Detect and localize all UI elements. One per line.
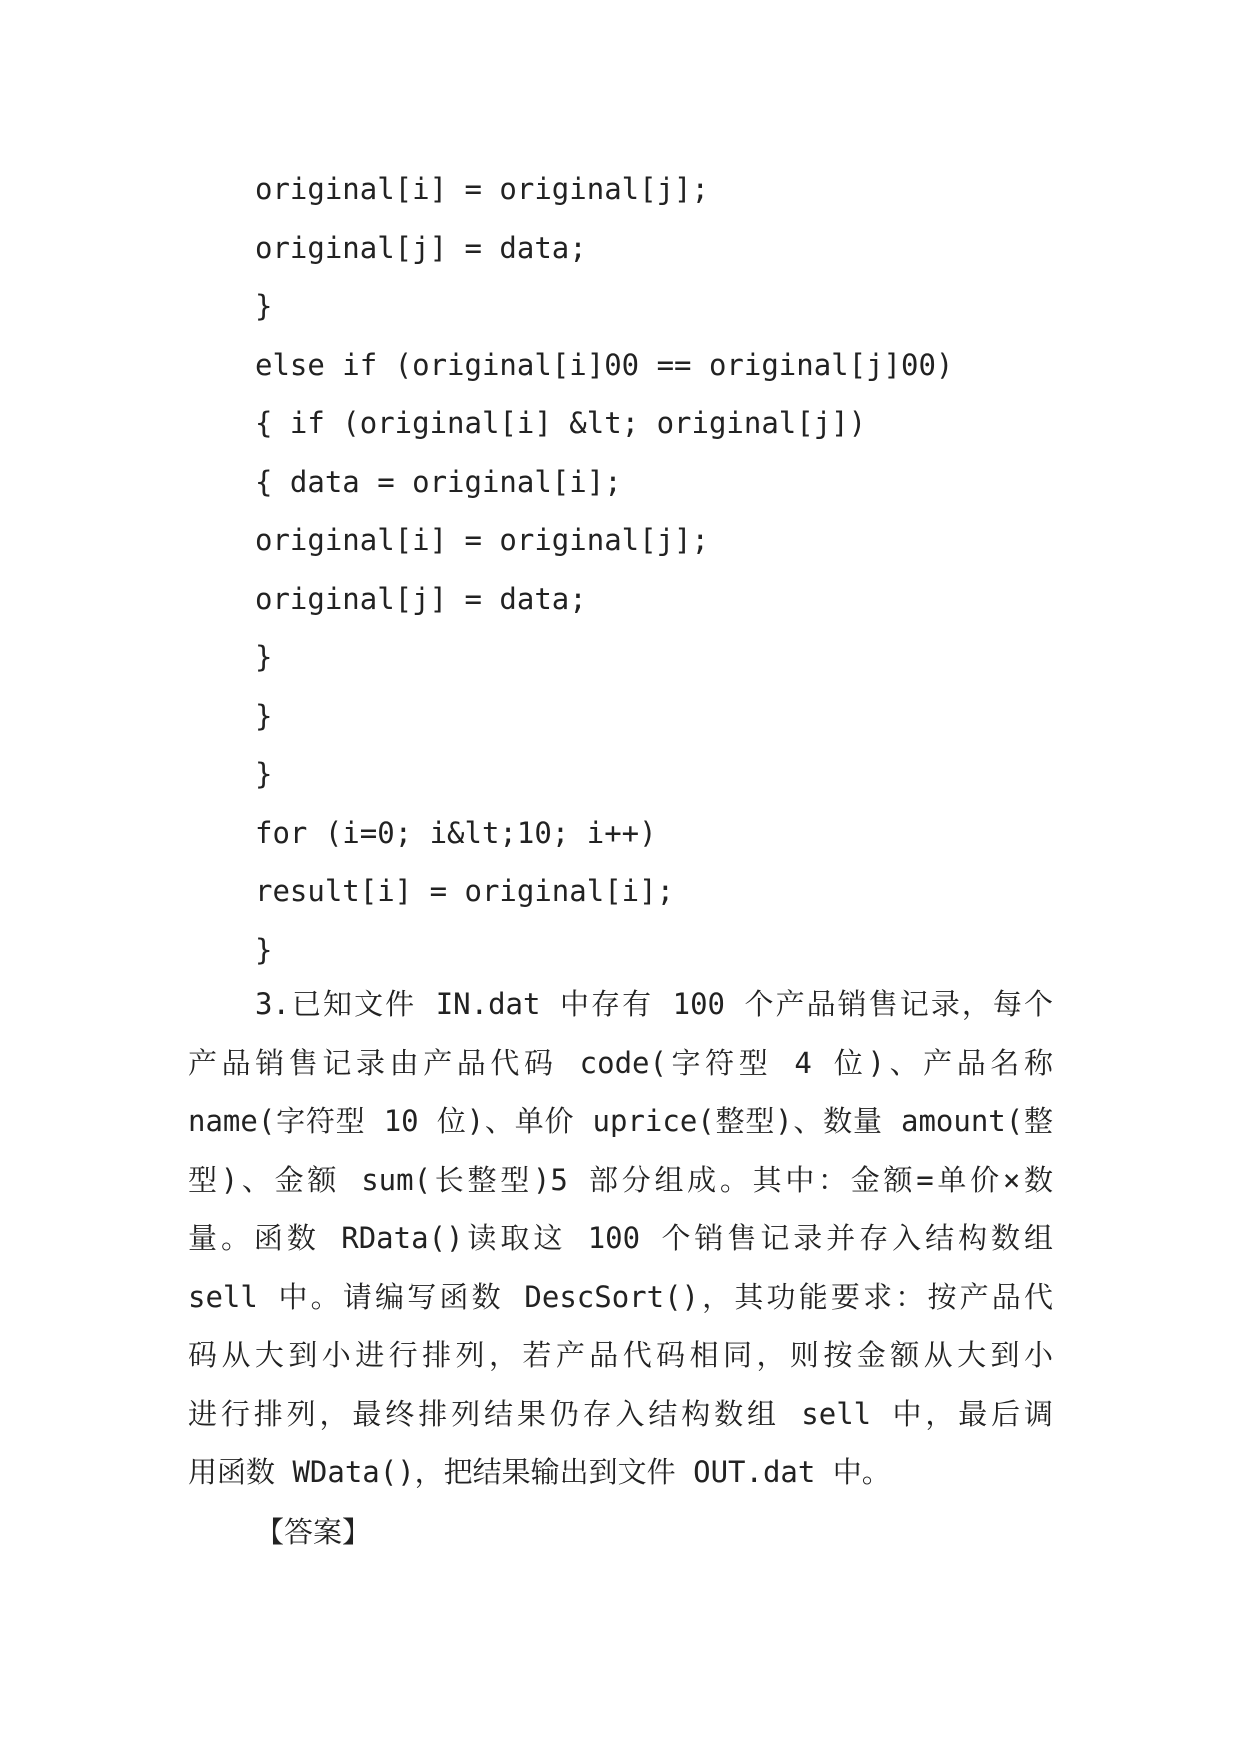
code-line: original[j] = data;	[255, 230, 587, 265]
question-line: 量。函数 RData()读取这 100 个销售记录并存入结构数组	[188, 1221, 1053, 1255]
code-line: }	[255, 932, 273, 967]
question-paragraph	[188, 975, 1053, 1502]
question-line: name(字符型 10 位)、单价 uprice(整型)、数量 amount(整	[188, 1104, 1053, 1138]
answer-heading: 【答案】	[255, 1515, 372, 1549]
question-line: sell 中。请编写函数 DescSort()，其功能要求：按产品代	[188, 1279, 1053, 1314]
question-line: 用函数 WData()，把结果输出到文件 OUT.dat 中。	[188, 1455, 891, 1489]
code-block	[255, 160, 1075, 979]
code-line: else if (original[i]00 == original[j]00)	[255, 347, 954, 382]
code-line: { if (original[i] &lt; original[j])	[255, 406, 867, 440]
code-line: }	[255, 289, 273, 323]
code-line: }	[255, 757, 273, 791]
question-line: 产品销售记录由产品代码 code(字符型 4 位)、产品名称	[188, 1045, 1053, 1080]
code-line: }	[255, 640, 273, 674]
code-line: for (i=0; i&lt;10; i++)	[255, 815, 657, 850]
code-line: { data = original[i];	[255, 464, 622, 499]
question-line: 进行排列，最终排列结果仍存入结构数组 sell 中，最后调	[188, 1396, 1053, 1431]
code-line: result[i] = original[i];	[255, 874, 675, 908]
question-line: 型)、金额 sum(长整型)5 部分组成。其中：金额=单价×数	[188, 1162, 1053, 1197]
code-line: original[i] = original[j];	[255, 172, 709, 206]
question-line: 3.已知文件 IN.dat 中存有 100 个产品销售记录，每个	[255, 987, 1053, 1021]
code-line: original[j] = data;	[255, 581, 587, 616]
question-line: 码从大到小进行排列，若产品代码相同，则按金额从大到小	[188, 1338, 1053, 1372]
code-line: }	[255, 698, 273, 733]
code-line: original[i] = original[j];	[255, 523, 709, 557]
